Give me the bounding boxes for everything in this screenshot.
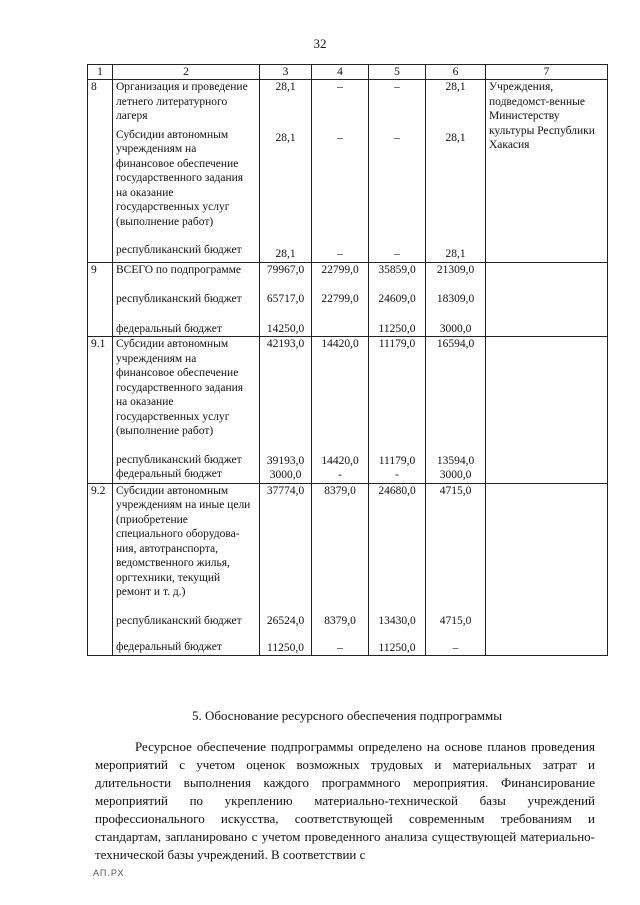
value: 24680,0 <box>378 484 416 497</box>
value: – <box>452 641 459 654</box>
value: 3000,0 <box>439 322 472 335</box>
col-header-6: 6 <box>426 65 486 80</box>
value: 22799,0 <box>321 263 359 276</box>
executor-cell: Учреждения, подведомст-венные Министерству культуры Республики Хакасия <box>486 80 608 263</box>
row-number: 8 <box>88 80 113 263</box>
page-number: 32 <box>313 36 327 51</box>
executor-cell <box>486 483 608 656</box>
value: 8379,0 <box>324 484 356 497</box>
row-name: ВСЕГО по подпрограмме <box>116 263 241 276</box>
row-9-1-col-3 <box>260 337 312 484</box>
value: 21309,0 <box>436 263 475 276</box>
value: – <box>337 81 343 93</box>
row-9-2-col-5 <box>369 483 426 656</box>
table-row-8 <box>88 80 608 263</box>
value: 14250,0 <box>266 322 305 335</box>
row-9-col-6 <box>426 262 486 337</box>
row-name: республиканский бюджет <box>116 453 242 466</box>
value: – <box>394 81 400 93</box>
row-9-1-col-4 <box>312 337 369 484</box>
value: 11250,0 <box>267 641 304 654</box>
row-9-1-names <box>113 337 260 484</box>
value: 28,1 <box>275 248 296 260</box>
table-row-9-2 <box>88 483 608 656</box>
footer-mark: АП.РХ <box>93 868 125 878</box>
row-9-1-col-6 <box>426 337 486 484</box>
row-9-1-col-5 <box>369 337 426 484</box>
value: 28,1 <box>445 131 466 144</box>
row-9-col-5 <box>369 262 426 337</box>
value: 26524,0 <box>266 615 305 627</box>
table-row-9 <box>88 262 608 337</box>
body-paragraph: Ресурсное обеспечение подпрограммы определено на основе планов проведения мероприятий с учетом оценок возможных трудовых и материальных затрат и длительности выполнения каждого программного мероприятия. Финансирование мероприятий по укреплению материально-технической базы учреждений профессионального искусства, соответствующей современным требованиям и стандартам, запланировано с учетом проведенного анализа существующей материально-технической базы учреждений. В соответствии с <box>95 739 595 862</box>
col-header-3: 3 <box>260 65 312 80</box>
resource-table <box>87 64 608 656</box>
row-number: 9.1 <box>88 337 113 484</box>
row-9-col-3 <box>260 262 312 337</box>
row-9-names <box>113 262 260 337</box>
row-name: федеральный бюджет <box>116 641 222 653</box>
value: 28,1 <box>275 131 296 144</box>
row-name: Субсидии автономным учреждениям на иные цели (приобретение специального оборудова-ния, автотранспорта, ведомственного жилья, оргтехники, текущий ремонт и т. д.) <box>116 484 251 598</box>
value: - <box>338 469 342 481</box>
col-header-2: 2 <box>113 65 260 80</box>
row-name: федеральный бюджет <box>116 322 222 335</box>
value: – <box>337 641 343 654</box>
value: – <box>337 131 343 144</box>
value: 22799,0 <box>321 293 359 305</box>
row-name: республиканский бюджет <box>116 293 242 305</box>
value: 11250,0 <box>378 641 416 654</box>
value: 28,1 <box>445 81 466 93</box>
value: 11250,0 <box>378 322 416 335</box>
value: 11179,0 <box>378 454 416 467</box>
value: 42193,0 <box>266 338 305 350</box>
value: 35859,0 <box>378 263 416 276</box>
value: 28,1 <box>275 81 296 93</box>
col-header-4: 4 <box>312 65 369 80</box>
value: 39193,0 <box>266 454 305 467</box>
col-header-7: 7 <box>486 65 608 80</box>
value: 13594,0 <box>436 454 475 467</box>
row-name: Субсидии автономным учреждениям на финансовое обеспечение государственного задания на оказание государственных услуг (выполнение работ) <box>116 128 244 228</box>
value: 28,1 <box>445 248 466 260</box>
row-number: 9 <box>88 262 113 337</box>
value: 18309,0 <box>436 293 475 305</box>
row-8-col-3 <box>260 80 312 263</box>
row-8-col-4 <box>312 80 369 263</box>
row-name: Субсидии автономным учреждениям на финансовое обеспечение государственного задания на оказание государственных услуг (выполнение работ) <box>116 338 244 437</box>
value: – <box>394 248 400 260</box>
row-8-names <box>113 80 260 263</box>
value: 3000,0 <box>439 469 472 481</box>
value: 11179,0 <box>378 338 416 350</box>
value: 37774,0 <box>266 484 305 497</box>
value: 3000,0 <box>269 469 302 481</box>
value: – <box>394 131 400 144</box>
section-title: 5. Обоснование ресурсного обеспечения подпрограммы <box>191 708 502 723</box>
value: - <box>395 469 399 481</box>
value: 4715,0 <box>439 484 472 497</box>
table-row-9-1 <box>88 337 608 484</box>
row-8-col-6 <box>426 80 486 263</box>
value: 65717,0 <box>266 293 305 305</box>
row-9-2-col-3 <box>260 483 312 656</box>
executor-cell <box>486 262 608 337</box>
header-row <box>88 65 608 80</box>
value: 16594,0 <box>436 338 475 350</box>
executor-cell <box>486 337 608 484</box>
value: 8379,0 <box>324 615 356 627</box>
value: 79967,0 <box>266 263 305 276</box>
value: 14420,0 <box>321 454 359 467</box>
row-number: 9.2 <box>88 483 113 656</box>
row-9-col-4 <box>312 262 369 337</box>
row-9-2-names <box>113 483 260 656</box>
col-header-1: 1 <box>88 65 113 80</box>
col-header-5: 5 <box>369 65 426 80</box>
row-name: республиканский бюджет <box>116 244 242 256</box>
row-8-col-5 <box>369 80 426 263</box>
row-9-2-col-4 <box>312 483 369 656</box>
value: 13430,0 <box>378 615 416 627</box>
value <box>315 322 365 337</box>
row-name: республиканский бюджет <box>116 614 242 627</box>
row-name: федеральный бюджет <box>116 468 222 480</box>
value: 4715,0 <box>439 615 472 627</box>
value: 24609,0 <box>378 293 416 305</box>
row-9-2-col-6 <box>426 483 486 656</box>
value: – <box>337 248 343 260</box>
value: 14420,0 <box>321 338 359 350</box>
row-name: Организация и проведение летнего литературного лагеря <box>116 81 248 122</box>
